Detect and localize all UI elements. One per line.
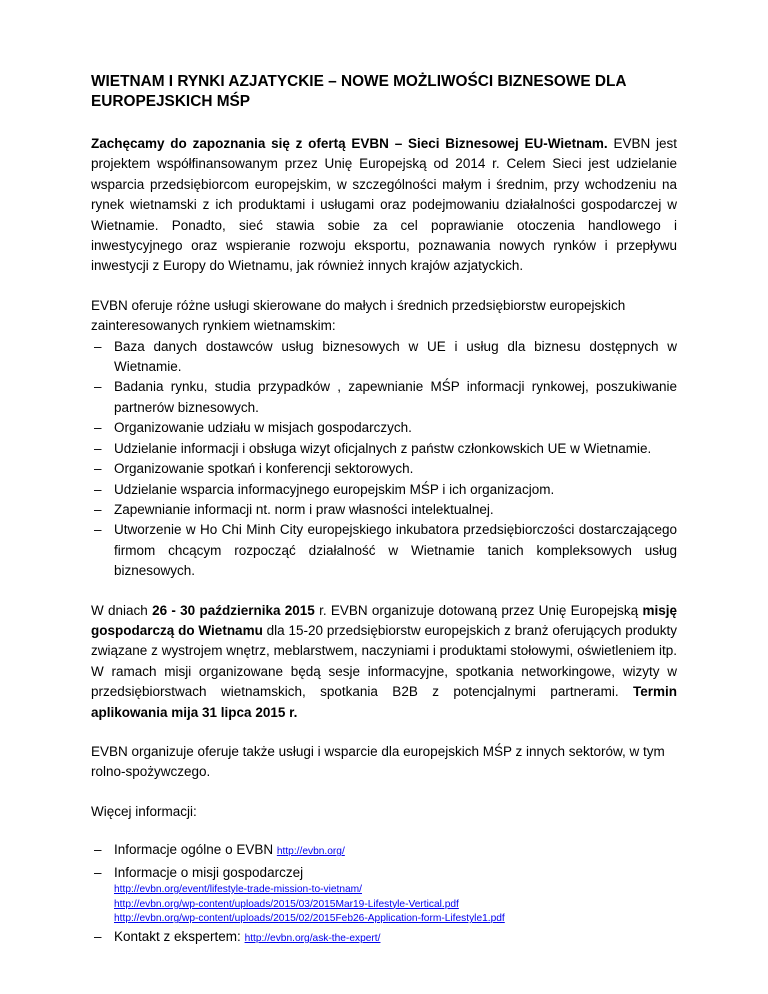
mission-text-1: W dniach [91,602,153,618]
mission-application-link[interactable]: http://evbn.org/wp-content/uploads/2015/02/2015Feb26-Application-form-Lifestyle1.pdf [114,913,505,925]
mission-dates: 26 - 30 października 2015 [152,602,315,618]
intro-bold: Zachęcamy do zapoznania się z ofertą EVBN – Sieci Biznesowej EU-Wietnam. [91,136,608,151]
list-item: – Baza danych dostawców usług biznesowych w UE i usług dla biznesu dostępnych w Wietnamie. [91,337,677,378]
mission-text-2: r. EVBN organizuje dotowaną przez Unię Europejską [314,602,643,618]
list-item: – Udzielanie wsparcia informacyjnego europejskim MŚP i ich organizacjom. [91,480,677,500]
list-item: – Utworzenie w Ho Chi Minh City europejskiego inkubatora przedsiębiorczości dostarczającego firmom chcącym rozpocząć działalność w Wietnamie tanich kompleksowych usług biznesowych. [91,520,677,581]
mission-info-label: Informacje o misji gospodarczej [114,864,304,880]
list-item: – Udzielanie informacji i obsługa wizyt oficjalnych z państw członkowskich UE w Wietnamie. [91,439,677,459]
intro-text: EVBN jest projektem współfinansowanym przez Unię Europejską od 2014 r. Celem Sieci jest udzielanie wsparcia przedsiębiorcom europejskim, w szczególności małym i średnim, przy wchodzeniu na rynek wietnamski z ich produktami i usługami oraz podejmowaniu działalności gospodarczej w Wietnamie. Ponadto, sieć stawia sobie za cel poprawianie otoczenia handlowego i inwestycyjnego oraz wspieranie rozwoju eksportu, poznawania nowych rynków i przepływu inwestycji z Europy do Wietnamu, jak również innych krajów azjatyckich. [91,136,677,274]
intro-paragraph [91,134,677,277]
mission-text-3: dla 15-20 przedsiębiorstw europejskich z branż oferujących produkty związane z wystrojem wnętrz, meblarstwem, naczyniami i produktami stołowymi, oświetleniem itp. W ramach misji organizowane będą sesje informacyjne, spotkania networkingowe, wizyty w przedsiębiorstwach wietnamskich, spotkania B2B z potencjalnymi partnerami. [91,622,677,700]
mission-event-link[interactable]: http://evbn.org/event/lifestyle-trade-mission-to-vietnam/ [114,884,363,895]
document-page [91,72,677,949]
other-sectors-paragraph: EVBN organizuje oferuje także usługi i wsparcie dla europejskich MŚP z innych sektorów, w tym rolno-spożywczego. [91,743,665,780]
list-item: – Badania rynku, studia przypadków , zapewnianie MŚP informacji rynkowej, poszukiwanie partnerów biznesowych. [91,377,677,418]
services-lead: EVBN oferuje różne usługi skierowane do małych i średnich przedsiębiorstw europejskich zainteresowanych rynkiem wietnamskim: [91,297,626,334]
list-item: – Organizowanie spotkań i konferencji sektorowych. [91,459,677,479]
list-item [91,927,677,949]
general-info-label: Informacje ogólne o EVBN [114,842,277,858]
mission-links [91,883,677,927]
list-item: – Zapewnianie informacji nt. norm i praw własności intelektualnej. [91,500,677,520]
more-info-heading: Więcej informacji: [91,803,197,819]
ask-expert-link[interactable]: http://evbn.org/ask-the-expert/ [244,932,381,944]
mission-deadline: Termin aplikowania mija 31 lipca 2015 r. [91,684,677,720]
list-item [91,840,677,862]
services-list [91,337,677,582]
mission-paragraph [91,601,677,723]
contact-label: Kontakt z ekspertem: [114,928,245,944]
evbn-home-link[interactable]: http://evbn.org/ [276,846,345,858]
page-title: WIETNAM I RYNKI AZJATYCKIE – NOWE MOŻLIWOŚCI BIZNESOWE DLA EUROPEJSKICH MŚP [91,73,626,110]
info-list [91,840,677,949]
mission-bold: misję gospodarczą do Wietnamu [91,602,678,638]
list-item [91,863,677,883]
mission-brochure-link[interactable]: http://evbn.org/wp-content/uploads/2015/03/2015Mar19-Lifestyle-Vertical.pdf [114,898,459,910]
list-item: – Organizowanie udziału w misjach gospodarczych. [91,418,677,438]
